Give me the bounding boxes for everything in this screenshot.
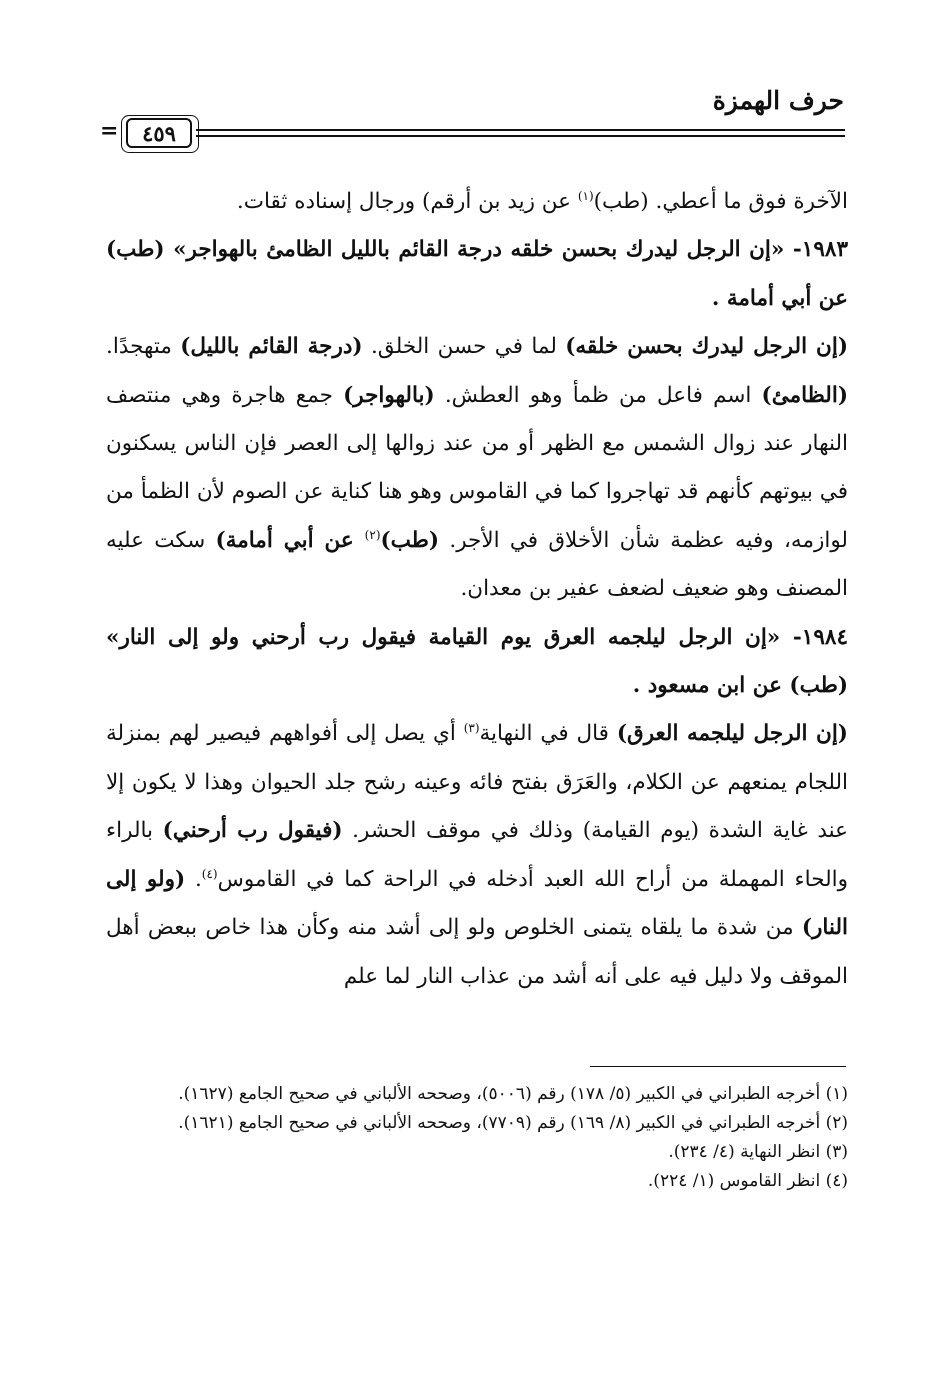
hadith-entry-1984: ١٩٨٤- «إن الرجل ليلجمه العرق يوم القيامة فيقول رب أرحني ولو إلى النار» (طب) عن ابن مسعود . [106, 624, 848, 699]
footnote: (١) أخرجه الطبراني في الكبير (٥/ ١٧٨) رقم (٥٠٠٦)، وصححه الألباني في صحيح الجامع (١٦٢٧). [178, 1084, 848, 1104]
footnote: (٣) انظر النهاية (٤/ ٢٣٤). [668, 1142, 848, 1162]
header-rule-line [196, 135, 845, 137]
footnote: (٢) أخرجه الطبراني في الكبير (٨/ ١٦٩) رقم (٧٧٠٩)، وصححه الألباني في صحيح الجامع (١٦٢١). [178, 1113, 848, 1133]
paragraph: الآخرة فوق ما أعطي. (طب)$^{(١)}$ عن زيد بن أرقم) ورجال إسناده ثقات. [236, 188, 848, 214]
footnote-ref: (٢) [364, 527, 381, 542]
footnote-ref: (٣) [463, 721, 480, 736]
footnote-ref: (٤) [201, 866, 218, 881]
footnote-divider [590, 1066, 846, 1067]
header-rule [100, 112, 845, 154]
hadith-entry-1983: ١٩٨٣- «إن الرجل ليدرك بحسن خلقه درجة القائم بالليل الظامئ بالهواجر» (طب) عن أبي أمامة . [106, 237, 848, 311]
commentary-1984: (إن الرجل ليلجمه العرق) قال في النهاية$^{(٣)}$ أي يصل إلى أفواههم فيصير لهم بمنزلة اللجام يمنعهم عن الكلام، والعَرَق بفتح فائه وعينه رشح جلد الحيوان وهذا لا يكون إلا عند غاية الشدة (يوم القيامة) وذلك في موقف الحشر. (فيقول رب أرحني) بالراء والحاء المهملة من أراح الله العبد أدخله في الراحة كما في القاموس$^{(٤)}$. (ولو إلى النار) من شدة ما يلقاه يتمنى الخلوص ولو إلى أشد منه وكأن هذا خاص ببعض أهل الموقف ولا دليل فيه على أنه أشد من عذاب النار لما علم [106, 721, 848, 989]
page-mark: = [100, 118, 119, 144]
footnotes [106, 1080, 848, 1196]
commentary-1983: (إن الرجل ليدرك بحسن خلقه) لما في حسن الخلق. (درجة القائم بالليل) متهجدًا. (الظامئ) اسم فاعل من ظمأ وهو العطش. (بالهواجر) جمع هاجرة وهي منتصف النهار عند زوال الشمس مع الظهر أو من عند زوالها إلى العصر فإن الناس يسكنون في بيوتهم كأنهم قد تهاجروا كما في القاموس وهو هنا كناية عن الصوم لأن الظمأ من لوازمه، وفيه عظمة شأن الأخلاق في الأجر. (طب)$^{(٢)}$ عن أبي أمامة) سكت عليه المصنف وهو ضعيف لضعف عفير بن معدان. [106, 334, 849, 602]
header-rule-line [196, 129, 845, 131]
footnote-ref: (١) [577, 188, 594, 203]
page-number: ٤٥٩ [126, 118, 192, 148]
main-text [106, 178, 848, 1001]
footnote: (٤) انظر القاموس (١/ ٢٢٤). [647, 1171, 848, 1191]
page-header-title: حرف الهمزة [712, 86, 844, 115]
